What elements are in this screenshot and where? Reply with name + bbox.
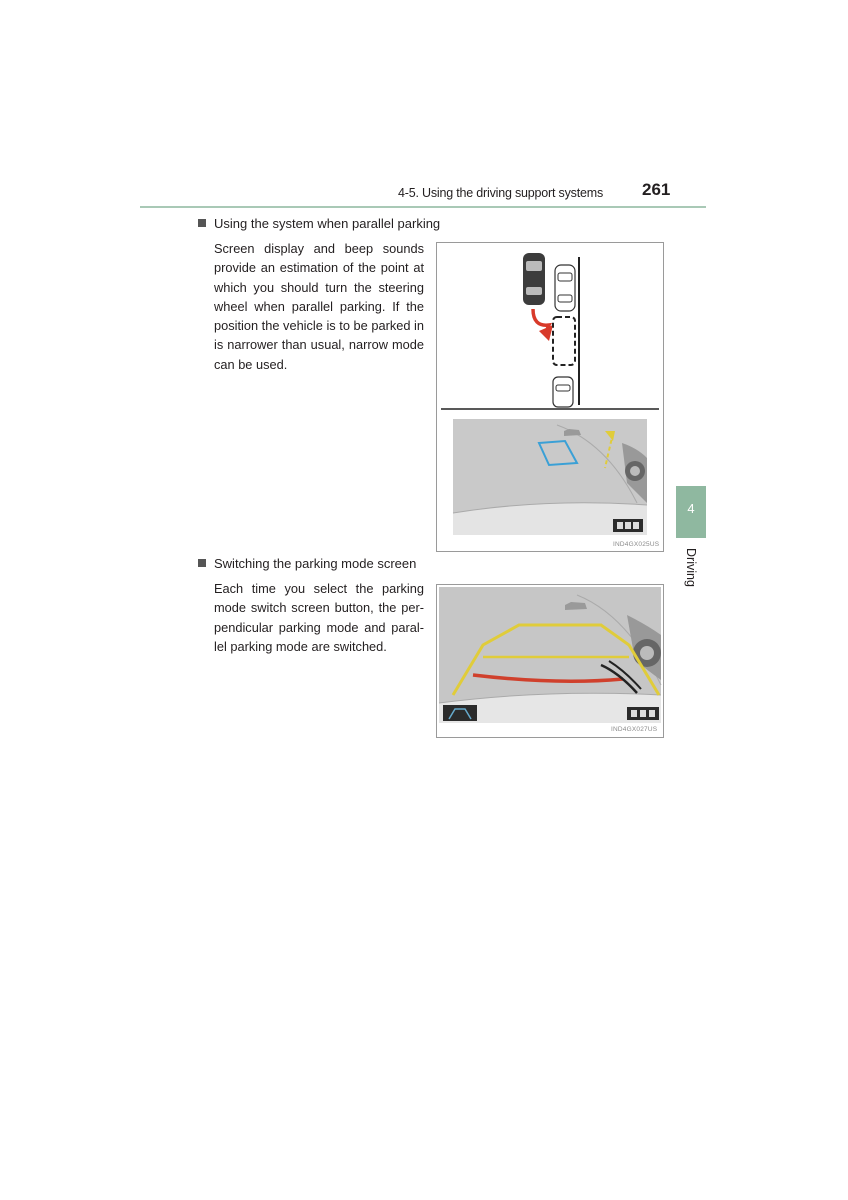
chapter-tab: [676, 486, 706, 538]
chapter-number: 4: [687, 501, 695, 516]
section-heading-switching-mode: Switching the parking mode screen: [198, 556, 416, 571]
figure-mode-switch: [436, 584, 664, 738]
section-title: 4-5. Using the driving support systems: [398, 186, 603, 200]
section-body-parallel-parking: Screen display and beep sounds provide an estimation of the point at which you should turn the steering wheel when parallel parking. If the position the vehicle is to be parked in is narrower than usual, narrow mode can be used.: [214, 241, 424, 372]
chapter-name: Driving: [684, 548, 698, 587]
figure-code: IND4GX027US: [611, 726, 658, 733]
parking-mode-icon: [443, 705, 477, 721]
camera-view-illustration: [437, 585, 663, 737]
car-parked-icon: [555, 265, 575, 311]
car-far-icon: [564, 429, 581, 436]
header-divider: [140, 206, 706, 208]
target-space: [553, 317, 575, 365]
figure-code: IND4GX025US: [613, 541, 660, 548]
figure-parallel-parking: [436, 242, 664, 552]
page-number: 261: [642, 180, 671, 199]
car-parked-rear-icon: [553, 377, 573, 407]
section-heading-parallel-parking: Using the system when parallel parking: [198, 216, 440, 231]
bullet-square-icon: [198, 559, 206, 567]
parallel-parking-illustration: [437, 243, 663, 551]
bullet-square-icon: [198, 219, 206, 227]
chapter-label: [676, 548, 706, 598]
car-dark-icon: [523, 253, 545, 305]
section-body-switching-mode: Each time you select the parking mode switch screen button, the per- pendicular parking mode and paral- lel parking mode are switched.: [214, 581, 424, 654]
